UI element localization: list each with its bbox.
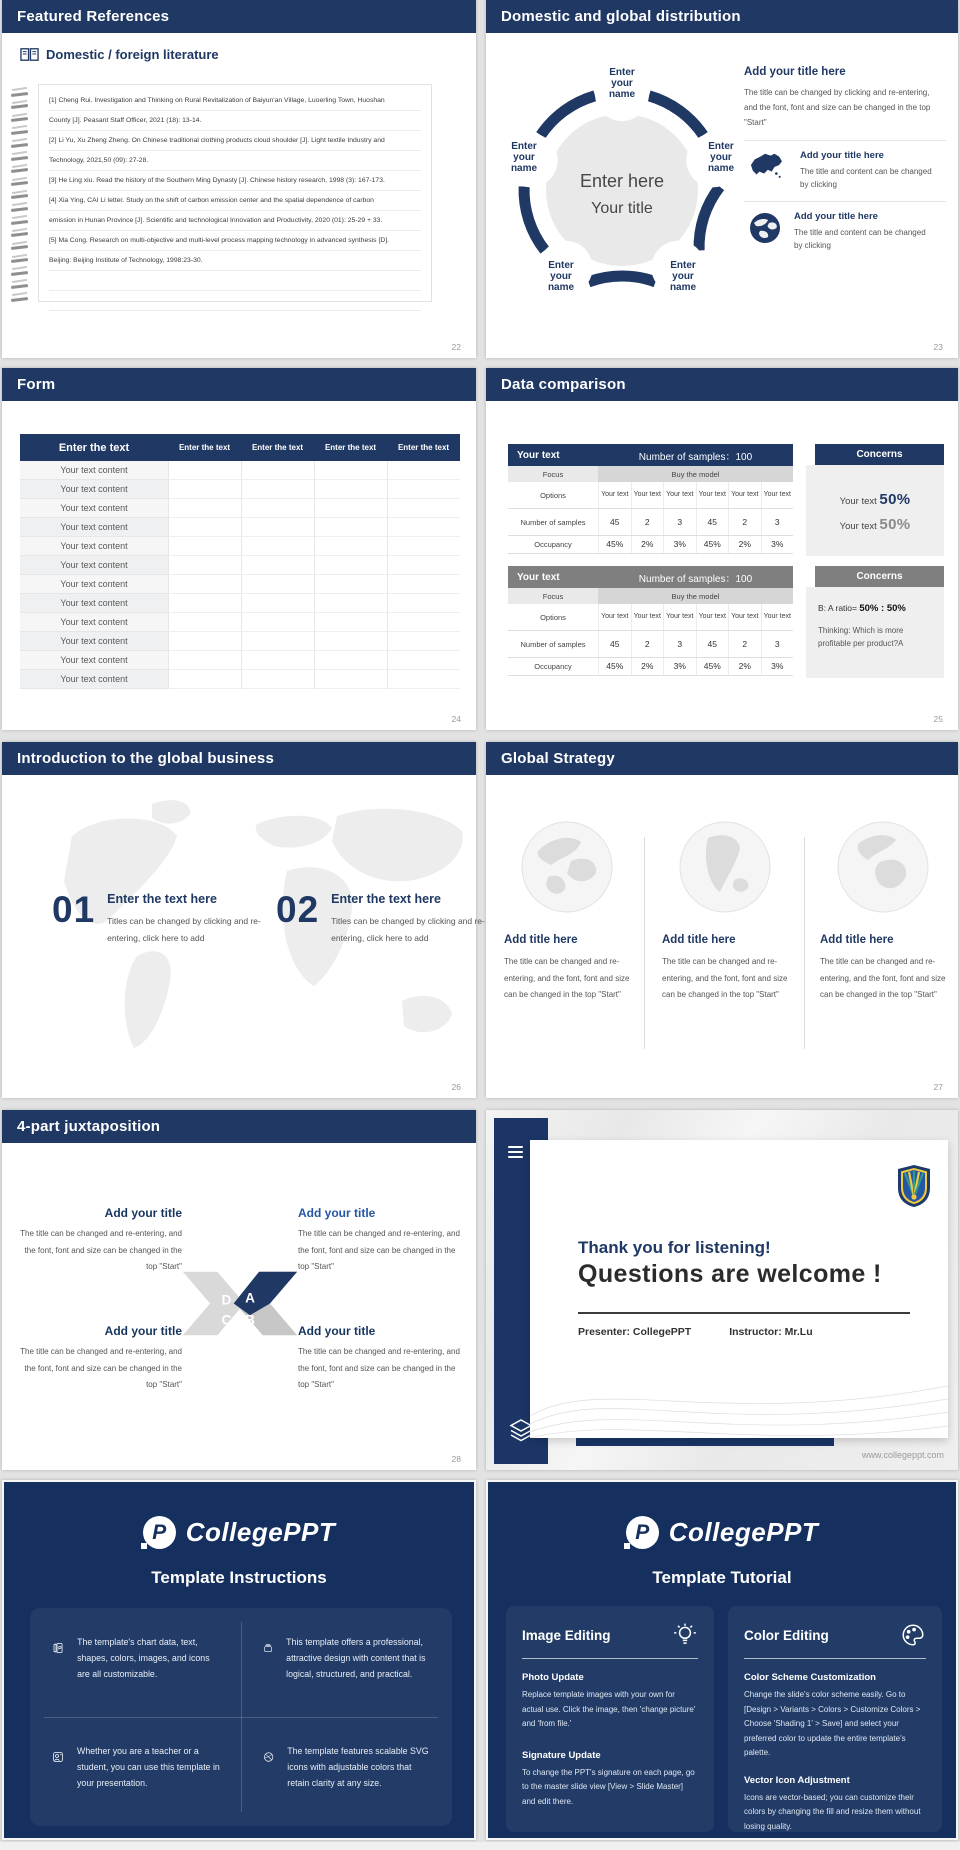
instruction-text: This template offers a professional, attractive design with content that is logical, structured, and practical.: [286, 1637, 426, 1679]
form-table: [20, 434, 460, 689]
panel-heading: Color Editing: [744, 1627, 829, 1643]
row-label: Your text content: [20, 575, 168, 594]
panel-header: Concerns: [815, 566, 944, 587]
diagram-node-label: Enter your name: [608, 67, 636, 100]
block-body: The title can be changed and re-entering, and the font, font and size can be changed in the top "Start": [298, 1347, 460, 1389]
references-box: [38, 84, 432, 302]
thank-you-card: [530, 1140, 948, 1438]
table-row: [20, 537, 460, 556]
diagram-node-label: Enter your name: [669, 260, 697, 293]
occupancy-row: Occupancy 45% 2% 3% 45% 2% 3%: [508, 536, 793, 554]
row-label: Your text content: [20, 632, 168, 651]
spiral-ring-icons: [11, 88, 29, 300]
brand-logo-icon: P: [626, 1516, 659, 1549]
table-row: [20, 480, 460, 499]
column-divider: [644, 837, 645, 1049]
reference-line-empty: [49, 271, 421, 291]
card-title: Add title here: [504, 934, 578, 946]
instruction-item: [241, 1717, 452, 1826]
page-number: 23: [933, 342, 943, 352]
slide-24-form[interactable]: [2, 368, 476, 730]
svg-text:Enter here: Enter here: [579, 171, 665, 191]
reference-line: [3] He Ling xiu. Read the history of the Southern Ming Dynasty [J]. Chinese history research, 1998 (3): 167-173.: [49, 171, 421, 191]
slide-title-bar: [2, 742, 476, 775]
occupancy-row: Occupancy 45% 2% 3% 45% 2% 3%: [508, 658, 793, 676]
strategy-column: [662, 820, 788, 1004]
table-row: [20, 651, 460, 670]
instructor-label: Instructor: Mr.Lu: [729, 1326, 813, 1338]
globe-graphic: [678, 820, 772, 914]
page-number: 27: [933, 1082, 943, 1092]
list-item: [744, 211, 946, 252]
panel-body: [806, 465, 944, 556]
panel-header: Concerns: [815, 444, 944, 465]
page-number: 22: [451, 342, 461, 352]
table-row: [20, 594, 460, 613]
slide-27-global-strategy[interactable]: [486, 742, 958, 1098]
table-row: [20, 613, 460, 632]
pct-label: Your text: [839, 521, 880, 532]
data-table-2: [508, 566, 793, 676]
section-body: Icons are vector-based; you can customize their colors by changing the fill and resize them without losing quality.: [744, 1792, 921, 1831]
box-icon: [263, 1634, 273, 1662]
slide-thank-you[interactable]: [486, 1110, 958, 1470]
china-map-icon: [744, 150, 788, 182]
column-divider: [804, 837, 805, 1049]
section-title: Vector Icon Adjustment: [744, 1774, 850, 1786]
row-label: Your text content: [20, 518, 168, 537]
instruction-item: [30, 1608, 241, 1717]
website-url: www.collegeppt.com: [861, 1450, 944, 1460]
page-number: 24: [451, 714, 461, 724]
section-body: Replace template images with your own for actual use. Click the image, then 'change picture' and 'from file.': [522, 1690, 696, 1728]
slide-title: 4-part juxtaposition: [17, 1118, 161, 1135]
data-table-1: [508, 444, 793, 554]
column-header: Enter the text: [397, 443, 450, 452]
globe-icon: [748, 211, 782, 245]
samples-header: Number of samples：100: [638, 573, 753, 585]
samples-header: Number of samples：100: [638, 451, 753, 463]
reference-line: [4] Xia Ying, CAI Li letter. Study on the shift of carbon emission center and the spatial dependence of carbon: [49, 191, 421, 211]
text-block-br: [298, 1324, 462, 1394]
samples-row: Number of samples 45 2 3 45 2 3: [508, 509, 793, 536]
row-label: Your text content: [20, 480, 168, 499]
table-row: [20, 556, 460, 575]
table-band: [508, 588, 793, 604]
buy-label: Buy the model: [598, 588, 793, 604]
block-title: Add your title: [104, 1324, 182, 1338]
reference-line: County [J]. Peasant Staff Officer, 2021 (18): 13-14.: [49, 111, 421, 131]
thanks-heading-large: Questions are welcome !: [578, 1260, 882, 1288]
item-body: The title and content can be changed by clicking: [794, 228, 926, 250]
table-row: [20, 499, 460, 518]
block-title: Add your title: [298, 1324, 376, 1338]
focus-label: Focus: [508, 466, 598, 482]
globe-graphic: [520, 820, 614, 914]
instructions-panel: [30, 1608, 452, 1826]
section-title: Signature Update: [522, 1749, 601, 1761]
buy-label: Buy the model: [598, 466, 793, 482]
reference-line-empty: [49, 291, 421, 311]
ribbon-letter-a: A: [245, 1290, 255, 1306]
bulb-icon: [672, 1622, 698, 1648]
table-row: [20, 670, 460, 689]
slide-template-instructions[interactable]: [2, 1480, 476, 1840]
card-title: Add title here: [820, 934, 894, 946]
row-label: Your text content: [20, 651, 168, 670]
table-row: [20, 518, 460, 537]
concerns-panel-2: [806, 566, 944, 678]
slide-title-bar: [486, 742, 958, 775]
slide-title: Domestic and global distribution: [501, 8, 741, 25]
svg-text:Your title: Your title: [591, 200, 653, 217]
column-header: Enter the text: [324, 443, 377, 452]
options-row: Options Your text Your text Your text Your text Your text Your text: [508, 604, 793, 631]
pct-value: 50%: [879, 516, 911, 533]
palette-icon: [900, 1622, 926, 1648]
focus-label: Focus: [508, 588, 598, 604]
section-heading: [20, 47, 219, 62]
row-label: Your text content: [20, 670, 168, 689]
text-block-bl: [18, 1324, 182, 1394]
item-heading: Enter the text here: [331, 892, 441, 906]
row-label: Your text content: [20, 537, 168, 556]
group-label: Your text: [517, 571, 560, 583]
panel-heading: Image Editing: [522, 1627, 611, 1643]
pages-icon: [52, 1634, 64, 1662]
slide-title-bar: [486, 0, 958, 33]
reference-line: [5] Ma Cong. Research on multi-objective and multi-level process mapping technology in advanced synthesis [D].: [49, 231, 421, 251]
section-body: To change the PPT's signature on each page, go to the master slide view [View > Slide Master] and edit there.: [522, 1767, 695, 1806]
row-label: Your text content: [20, 594, 168, 613]
school-crest-icon: [896, 1164, 932, 1208]
column-header: Enter the text: [58, 441, 130, 454]
diagram-node-label: Enter your name: [547, 260, 575, 293]
book-icon: [20, 47, 39, 62]
reference-line: Beijing: Beijing Institute of Technology, 1998:23-30.: [49, 251, 421, 271]
reference-line: emission in Hunan Province [J]. Scientific and technological Innovation and Productivity, 2020 (01): 25-29 + 33.: [49, 211, 421, 231]
slide-title: Data comparison: [501, 376, 626, 393]
globe-graphic: [836, 820, 930, 914]
pct-label: Your text: [839, 496, 880, 507]
right-column: [744, 66, 946, 252]
ratio-value: 50% : 50%: [859, 603, 906, 614]
panel-body: [806, 587, 944, 678]
block-body: The title can be changed and re-entering, and the font, font and size can be changed in the top "Start": [298, 1229, 460, 1271]
slide-subtitle: Template Tutorial: [652, 1568, 792, 1587]
column-header: Enter the text: [178, 443, 231, 452]
color-editing-panel: [728, 1606, 942, 1832]
section-title: Domestic / foreign literature: [46, 47, 219, 62]
row-label: Your text content: [20, 461, 168, 480]
table-row: [20, 632, 460, 651]
panel-heading-row: [522, 1622, 698, 1659]
item-heading: Enter the text here: [107, 892, 217, 906]
brand-name: CollegePPT: [185, 1517, 336, 1547]
slide-title: Global Strategy: [501, 750, 615, 767]
image-editing-panel: [506, 1606, 714, 1832]
page-number: 25: [933, 714, 943, 724]
slide-title-bar: [486, 368, 958, 401]
divider: [744, 140, 946, 141]
row-label: Your text content: [20, 556, 168, 575]
numbered-item-1: [52, 890, 269, 947]
column-header: Enter the text: [251, 443, 304, 452]
page-number: 26: [451, 1082, 461, 1092]
ribbon-letter-b: B: [245, 1312, 255, 1328]
slide-23-domestic-global-distribution[interactable]: [486, 0, 958, 358]
table-header-row: [20, 434, 460, 461]
thanks-heading-small: Thank you for listening!: [578, 1238, 771, 1257]
ribbon-letter-d: D: [221, 1292, 232, 1308]
item-number: 01: [52, 889, 96, 930]
slide-template-tutorial[interactable]: [486, 1480, 958, 1840]
brand-logo-icon: P: [143, 1516, 176, 1549]
ball-icon: [263, 1743, 274, 1771]
row-label: Your text content: [20, 613, 168, 632]
concerns-panel-1: [806, 444, 944, 556]
row-label: Your text content: [20, 499, 168, 518]
slide-title: Introduction to the global business: [17, 750, 274, 767]
instruction-item: [241, 1608, 452, 1717]
strategy-column: [820, 820, 946, 1004]
slide-26-global-business-intro[interactable]: [2, 742, 485, 1098]
divider: [744, 201, 946, 202]
diagram-node-label: Enter your name: [510, 141, 538, 174]
instruction-text: The template features scalable SVG icons with adjustable colors that retain clarity at any size.: [287, 1746, 429, 1788]
block-title: Add your title: [104, 1206, 182, 1220]
block-body: The title can be changed and re-entering, and the font, font and size can be changed in the top "Start": [20, 1229, 182, 1271]
reference-line: [1] Cheng Rui. Investigation and Thinking on Rural Revitalization of Baiyun'an Village, Luoerling Town, Huoshan: [49, 91, 421, 111]
instruction-item: [30, 1717, 241, 1826]
list-item: [744, 150, 946, 191]
slide-28-four-part-juxtaposition[interactable]: [2, 1110, 476, 1470]
section-body: Change the slide's color scheme easily. Go to [Design > Variants > Colors > Customize Colors > Choose 'Shading 1' > Save] and select your preferred color to update the entire template's palette.: [744, 1690, 921, 1757]
section-title: Photo Update: [522, 1672, 584, 1683]
card-body: The title can be changed and re-entering, and the font, font and size can be changed in the top "Start": [820, 957, 946, 999]
group-label: Your text: [517, 449, 560, 461]
samples-row: Number of samples 45 2 3 45 2 3: [508, 631, 793, 658]
pct-value: 50%: [879, 491, 911, 508]
presenter-label: Presenter: CollegePPT: [578, 1326, 692, 1338]
block-title: Add your title: [298, 1206, 376, 1220]
table-header: [508, 566, 793, 588]
item-number: 02: [276, 889, 320, 930]
wireframe-mesh-graphic: [530, 1354, 948, 1438]
underline-rule: [578, 1312, 910, 1314]
item-body: The title and content can be changed by clicking: [800, 167, 932, 189]
diagram-node-label: Enter your name: [707, 141, 735, 174]
bottom-accent-band: [576, 1438, 834, 1446]
text-block-tl: [18, 1206, 182, 1276]
brand-name: CollegePPT: [668, 1517, 819, 1547]
slide-title: Form: [17, 376, 56, 393]
slide-title-bar: [2, 0, 476, 33]
ribbon-letter-c: C: [221, 1312, 232, 1328]
table-header: [508, 444, 793, 466]
card-body: The title can be changed and re-entering, and the font, font and size can be changed in the top "Start": [504, 957, 630, 999]
table-band: [508, 466, 793, 482]
slide-22-featured-references[interactable]: [2, 0, 476, 358]
brand-row: [488, 1516, 956, 1549]
thinking-note: Thinking: Which is more profitable per product?A: [818, 626, 904, 648]
text-block-tr: [298, 1206, 462, 1276]
section-title: Color Scheme Customization: [744, 1672, 876, 1683]
strategy-column: [504, 820, 630, 1004]
table-row: [20, 461, 460, 480]
ratio-label: B: A ratio=: [818, 603, 860, 613]
card-body: The title can be changed and re-entering, and the font, font and size can be changed in the top "Start": [662, 957, 788, 999]
column-body: The title can be changed by clicking and re-entering, and the font, font and size can be changed in the top "Start": [744, 88, 931, 127]
circle-diagram: [500, 40, 745, 332]
item-body: Titles can be changed by clicking and re-entering, click here to add: [331, 916, 485, 943]
instruction-text: The template's chart data, text, shapes, colors, images, and icons are all customizable.: [77, 1637, 210, 1679]
reference-line: [2] Li Yu, Xu Zheng Zheng. On Chinese traditional clothing products cloud shoulder [J]. Light textile Industry and: [49, 131, 421, 151]
table-row: [20, 575, 460, 594]
reference-line: Technology, 2021,50 (09): 27-28.: [49, 151, 421, 171]
brand-row: [4, 1516, 474, 1549]
slide-title-bar: [2, 368, 476, 401]
hamburger-icon: [508, 1146, 523, 1161]
numbered-item-2: [276, 890, 493, 947]
item-body: Titles can be changed by clicking and re-entering, click here to add: [107, 916, 261, 943]
item-title: Add your title here: [794, 211, 878, 222]
instruction-text: Whether you are a teacher or a student, you can use this template in your presentation.: [77, 1746, 220, 1788]
slide-subtitle: Template Instructions: [151, 1568, 327, 1587]
card-title: Add title here: [662, 934, 736, 946]
person-card-icon: [52, 1743, 64, 1771]
options-row: Options Your text Your text Your text Your text Your text Your text: [508, 482, 793, 509]
slide-title-bar: [2, 1110, 476, 1143]
block-body: The title can be changed and re-entering, and the font, font and size can be changed in the top "Start": [20, 1347, 182, 1389]
ribbon-x-graphic: [181, 1252, 299, 1364]
column-title: Add your title here: [744, 66, 846, 78]
slide-25-data-comparison[interactable]: [486, 368, 958, 730]
panel-heading-row: [744, 1622, 926, 1659]
slide-title: Featured References: [17, 8, 170, 25]
item-title: Add your title here: [800, 150, 884, 161]
presenter-row: [578, 1326, 813, 1338]
page-number: 28: [451, 1454, 461, 1464]
